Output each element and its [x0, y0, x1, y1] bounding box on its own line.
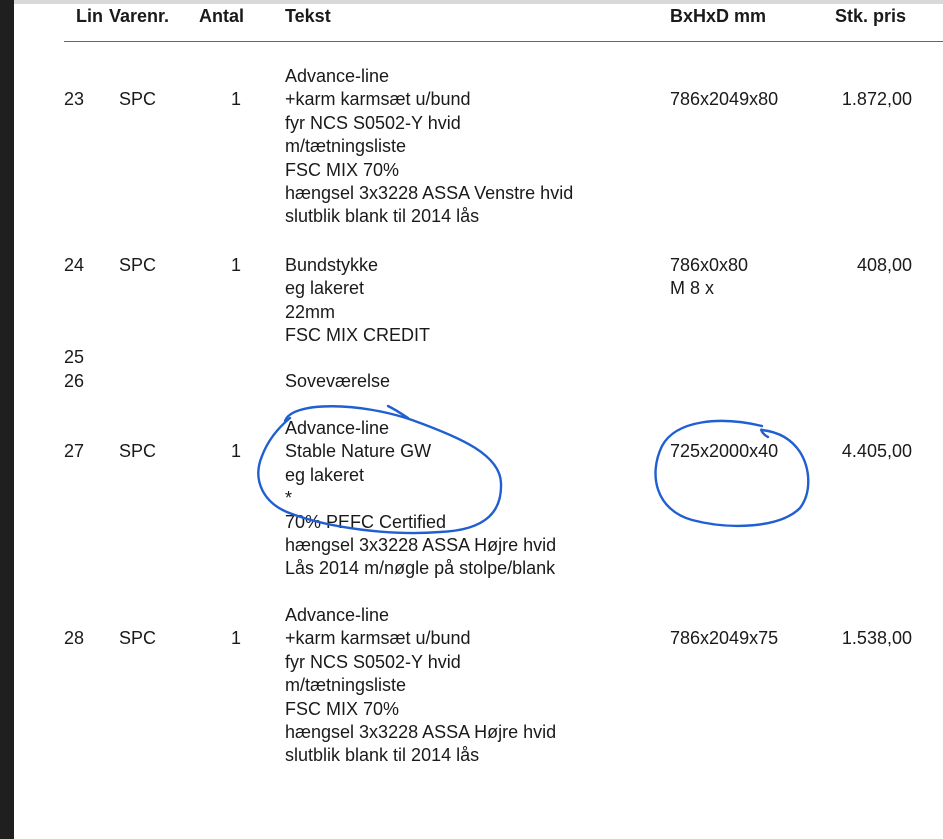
row-varenr: SPC [119, 89, 157, 110]
row-text-line: slutblik blank til 2014 lås [285, 206, 480, 227]
row-lin: 25 [64, 347, 85, 367]
row-text-line: eg lakeret [285, 278, 365, 299]
row-dimensions [670, 88, 778, 111]
row-dimension-line: 725x2000x40 [670, 441, 779, 462]
row-antal: 1 [231, 255, 242, 275]
row-dimension-line: 786x0x80 [670, 255, 749, 275]
row-text [285, 604, 556, 768]
header-lin: Lin [76, 6, 103, 26]
row-varenr: SPC [119, 628, 157, 649]
row-text-line: FSC MIX 70% [285, 698, 400, 719]
row-text-line: 22mm [285, 301, 336, 322]
row-text-line: hængsel 3x3228 ASSA Venstre hvid [285, 182, 574, 203]
circle-annotation-dimensions [655, 421, 808, 526]
header-dimensions: BxHxD mm [670, 6, 767, 26]
row-text-line: Advance-line [285, 418, 390, 438]
header-tekst: Tekst [285, 6, 331, 26]
row-text-line: +karm karmsæt u/bund [285, 628, 471, 649]
header-varenr: Varenr. [109, 6, 170, 26]
row-text-line: FSC MIX 70% [285, 159, 400, 180]
row-text-line: eg lakeret [285, 464, 365, 485]
row-dimensions [670, 254, 748, 301]
left-edge-bar [0, 0, 14, 839]
row-text-line: slutblik blank til 2014 lås [285, 745, 480, 766]
header-price: Stk. pris [835, 6, 907, 26]
row-price: 408,00 [856, 255, 912, 275]
row-dimension-line: 786x2049x75 [670, 628, 779, 649]
header-rule [64, 41, 943, 42]
row-text-line: hængsel 3x3228 ASSA Højre hvid [285, 721, 557, 742]
row-price: 1.872,00 [841, 89, 912, 110]
row-antal: 1 [231, 441, 242, 462]
row-text-line: 70% PEFC Certified [285, 511, 447, 532]
row-text-line: Advance-line [285, 605, 390, 625]
row-dimensions [670, 440, 778, 463]
row-text [285, 417, 556, 581]
row-varenr: SPC [119, 441, 157, 462]
row-price: 4.405,00 [841, 441, 912, 462]
row-antal: 1 [231, 89, 242, 110]
row-text-line: Lås 2014 m/nøgle på stolpe/blank [285, 558, 556, 579]
row-text [285, 65, 573, 229]
row-text [285, 254, 430, 348]
row-dimensions [670, 627, 778, 650]
row-dimension-line: M 8 x [670, 278, 715, 299]
row-price: 1.538,00 [841, 628, 912, 649]
row-antal: 1 [231, 628, 242, 649]
row-text-line: Soveværelse [285, 371, 391, 391]
row-text-line: FSC MIX CREDIT [285, 325, 431, 346]
row-text-line: m/tætningsliste [285, 136, 407, 157]
row-text-line: hængsel 3x3228 ASSA Højre hvid [285, 534, 557, 555]
row-lin: 23 [64, 89, 85, 110]
row-varenr: SPC [119, 255, 157, 275]
row-lin: 27 [64, 441, 85, 462]
row-text-line: fyr NCS S0502-Y hvid [285, 651, 461, 672]
row-text-line: * [285, 488, 293, 509]
row-text-line: +karm karmsæt u/bund [285, 89, 471, 110]
row-dimension-line: 786x2049x80 [670, 89, 779, 110]
row-text-line: m/tætningsliste [285, 675, 407, 696]
row-text-line: Bundstykke [285, 255, 379, 275]
row-text-line: Advance-line [285, 66, 390, 86]
row-lin: 24 [64, 255, 85, 275]
header-antal: Antal [199, 6, 244, 26]
row-lin: 26 [64, 371, 85, 391]
row-text-line: fyr NCS S0502-Y hvid [285, 112, 461, 133]
top-rule [14, 0, 943, 4]
row-text [285, 370, 390, 393]
row-text-line: Stable Nature GW [285, 441, 432, 462]
row-lin: 28 [64, 628, 85, 649]
